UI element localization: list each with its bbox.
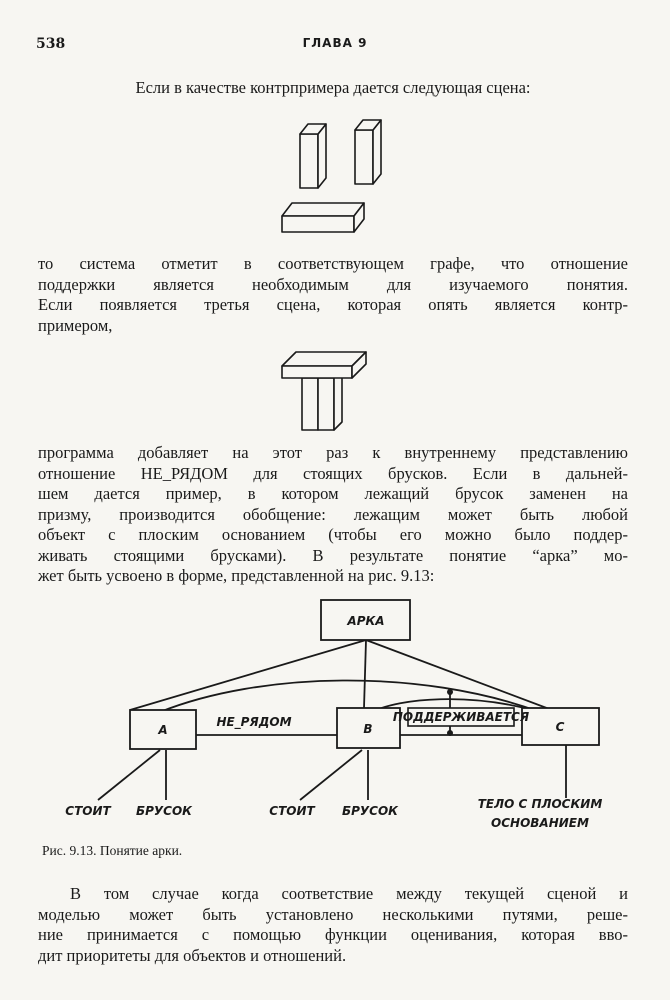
edge-root-b [364, 640, 366, 708]
paragraph-1-line: примером, [38, 315, 113, 335]
paragraph-2-line: живать стоящими брусками). В результате понятие “арка” мо- [38, 545, 628, 565]
page-number: 538 [36, 36, 66, 52]
paragraph-2-line: программа добавляет на этот раз к внутреннему представлению [38, 443, 628, 462]
a-prop-2-label: БРУСОК [135, 804, 193, 818]
running-head: ГЛАВА 9 [302, 36, 368, 50]
node-root-label: АРКА [347, 614, 385, 628]
paragraph-2-line: жет быть усвоено в форме, представленной на рис. 9.13: [38, 566, 435, 585]
paragraph-3-line: моделью может быть установлено несколькими путями, реше- [38, 904, 628, 924]
paragraph-3 [38, 884, 628, 966]
paragraph-3-line: В том случае когда соответствие между текущей сценой и [70, 884, 628, 903]
c-prop-label-line2: ОСНОВАНИЕМ [491, 816, 589, 830]
b-prop-2-label: БРУСОК [341, 804, 399, 818]
paragraph-3-line: дит приоритеты для объектов и отношений. [38, 945, 347, 965]
paragraph-1-line: поддержки является необходимым для изучаемого понятия. [38, 274, 628, 294]
supported-label: ПОДДЕРЖИВАЕТСЯ [392, 710, 530, 724]
edge-a-prop-1 [98, 750, 160, 800]
figure-caption: Рис. 9.13. Понятие арки. [42, 843, 183, 858]
junction-dot [447, 689, 453, 695]
c-prop-label-line1: ТЕЛО С ПЛОСКИМ [477, 797, 603, 811]
a-prop-1-label: СТОИТ [65, 804, 111, 818]
b-prop-1-label: СТОИТ [269, 804, 315, 818]
paragraph-2-line: призму, производится обобщение: лежащим может быть любой [38, 504, 628, 524]
not-near-label: НЕ_РЯДОМ [216, 715, 292, 729]
edge-root-a [130, 640, 366, 710]
node-a-label: A [158, 723, 168, 737]
paragraph-1-line: то система отметит в соответствующем графе, что отношение [38, 254, 628, 273]
paragraph-2-line: объект с плоским основанием (чтобы его можно было поддер- [38, 525, 628, 544]
paragraph-2-line: отношение НЕ_РЯДОМ для стоящих брусков. Если в дальней- [38, 463, 628, 483]
edge-b-prop-1 [300, 750, 362, 800]
paragraph-2-line: шем дается пример, в котором лежащий брусок заменен на [38, 484, 628, 503]
node-c-label: C [555, 720, 565, 734]
paragraph-3-line: ние принимается с помощью функции оценивания, которая вво- [38, 925, 628, 944]
paragraph-1-line: Если появляется третья сцена, которая опять является контр- [38, 295, 628, 314]
intro-text: Если в качестве контрпримера дается следующая сцена: [135, 78, 531, 97]
junction-dot [447, 730, 453, 736]
node-b-label: B [363, 722, 373, 736]
